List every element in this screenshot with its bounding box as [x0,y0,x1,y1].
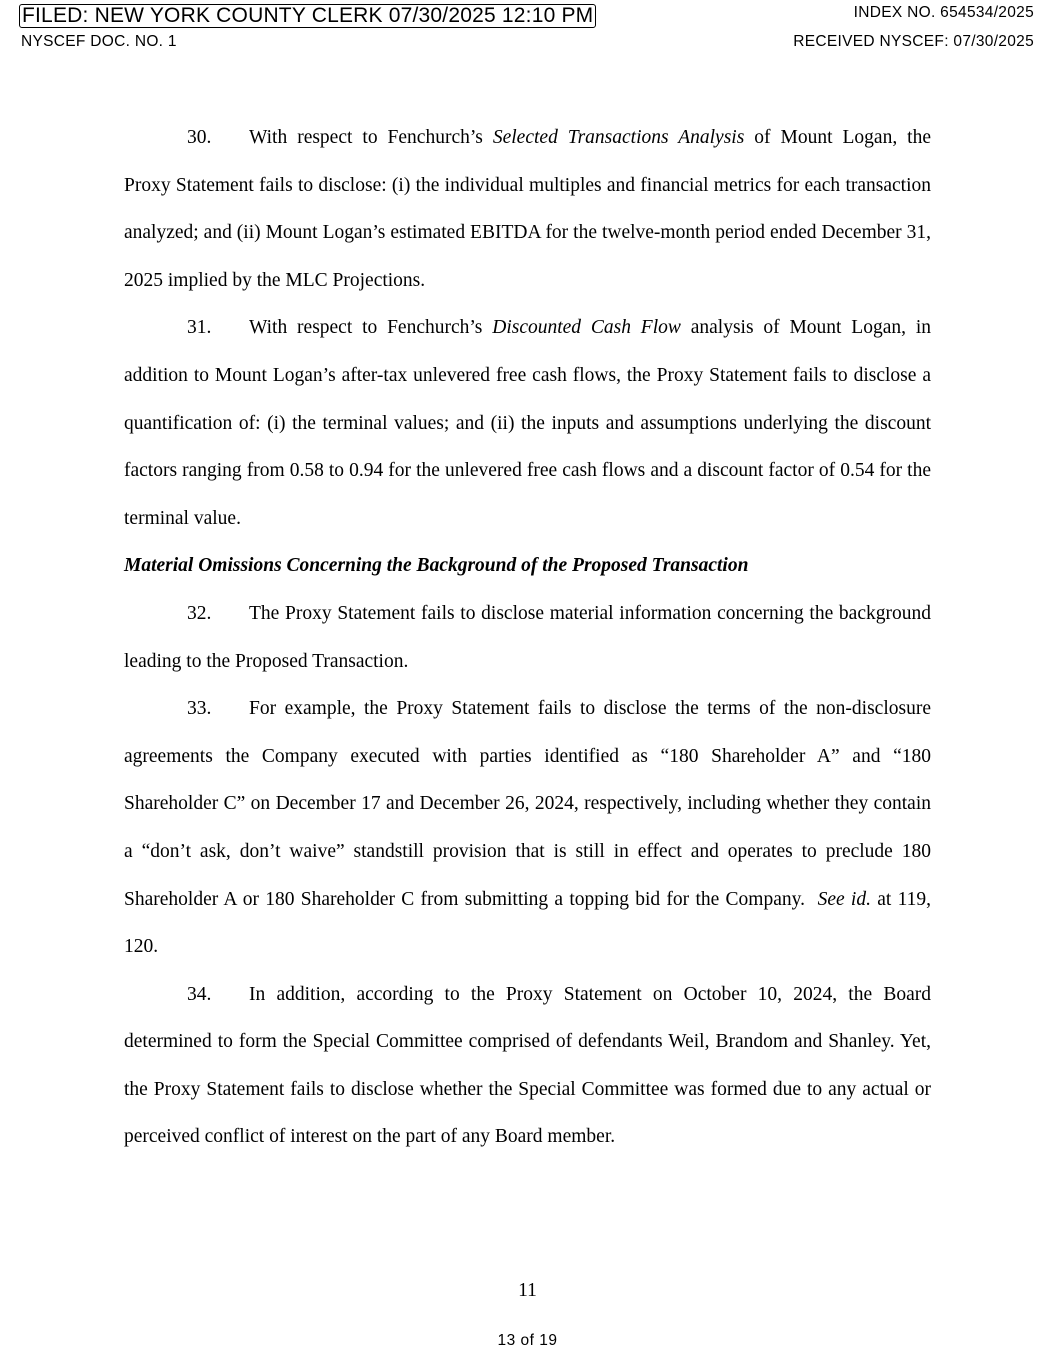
page-number: 11 [518,1280,537,1301]
section-heading: Material Omissions Concerning the Background of the Proposed Transaction [124,555,749,577]
nyscef-doc-number: NYSCEF DOC. NO. 1 [21,33,177,50]
paragraph-text: at 119, 120. [124,888,931,958]
filed-stamp: FILED: NEW YORK COUNTY CLERK 07/30/2025 12:10 PM [19,4,596,28]
paragraph-text: analysis of Mount Logan, in addition to Mount Logan’s after-tax unlevered free cash flows, the Proxy Statement fails to disclose a quantification of: (i) the terminal values; and (ii) the inputs and assumptions underlying the discount factors ranging from 0.58 to 0.94 for the unlevered free cash flows and a discount factor of 0.54 for the terminal value. [124,317,932,529]
paragraph-number: 34. [187,983,212,1005]
received-date: RECEIVED NYSCEF: 07/30/2025 [793,33,1034,50]
citation: See id. [817,888,871,910]
paragraph-text: With respect to Fenchurch’s [249,317,493,339]
paragraph-32 [124,590,931,685]
paragraph-number: 31. [187,317,212,339]
index-number: INDEX NO. 654534/2025 [853,4,1034,21]
analysis-title: Selected Transactions Analysis [492,127,745,148]
paragraph-33 [124,685,936,971]
paragraph-31 [124,304,931,542]
paragraph-text: In addition, according to the Proxy Statement on October 10, 2024, the Board determined to form the Special Committee comprised of defendants Weil, Brandom and Shanley. Yet, the Proxy Statement fails to disclose whether the Special Committee was formed due to any actual or perceived conflict of interest on the part of any Board member. [124,983,931,1148]
paragraph-text: For example, the Proxy Statement fails to disclose the terms of the non-disclosure agreements the Company executed with parties identified as “180 Shareholder A” and “180 Shareholder C” on December 17 and December 26, 2024, respectively, including whether they contain a “don’t ask, don’t waive” standstill provision that is still in effect and operates to preclude 180 Shareholder A or 180 Shareholder C from submitting a topping bid for the Company. [124,698,936,910]
paragraph-number: 30. [187,127,212,148]
paragraph-text: The Proxy Statement fails to disclose material information concerning the background leading to the Proposed Transaction. [124,602,931,672]
document-body [124,114,936,1161]
page-of-total: 13 of 19 [497,1332,558,1349]
paragraph-34 [124,971,931,1161]
paragraph-text: of Mount Logan, the Proxy Statement fails to disclose: (i) the individual multiples and financial metrics for each transaction analyzed; and (ii) Mount Logan’s estimated EBITDA for the twelve-month period ended December 31, 2025 implied by the MLC Projections. [124,127,932,291]
paragraph-number: 33. [187,698,212,720]
analysis-title: Discounted Cash Flow [492,317,681,339]
paragraph-text: With respect to Fenchurch’s [249,127,493,148]
paragraph-number: 32. [187,602,212,624]
paragraph-30 [124,114,931,304]
